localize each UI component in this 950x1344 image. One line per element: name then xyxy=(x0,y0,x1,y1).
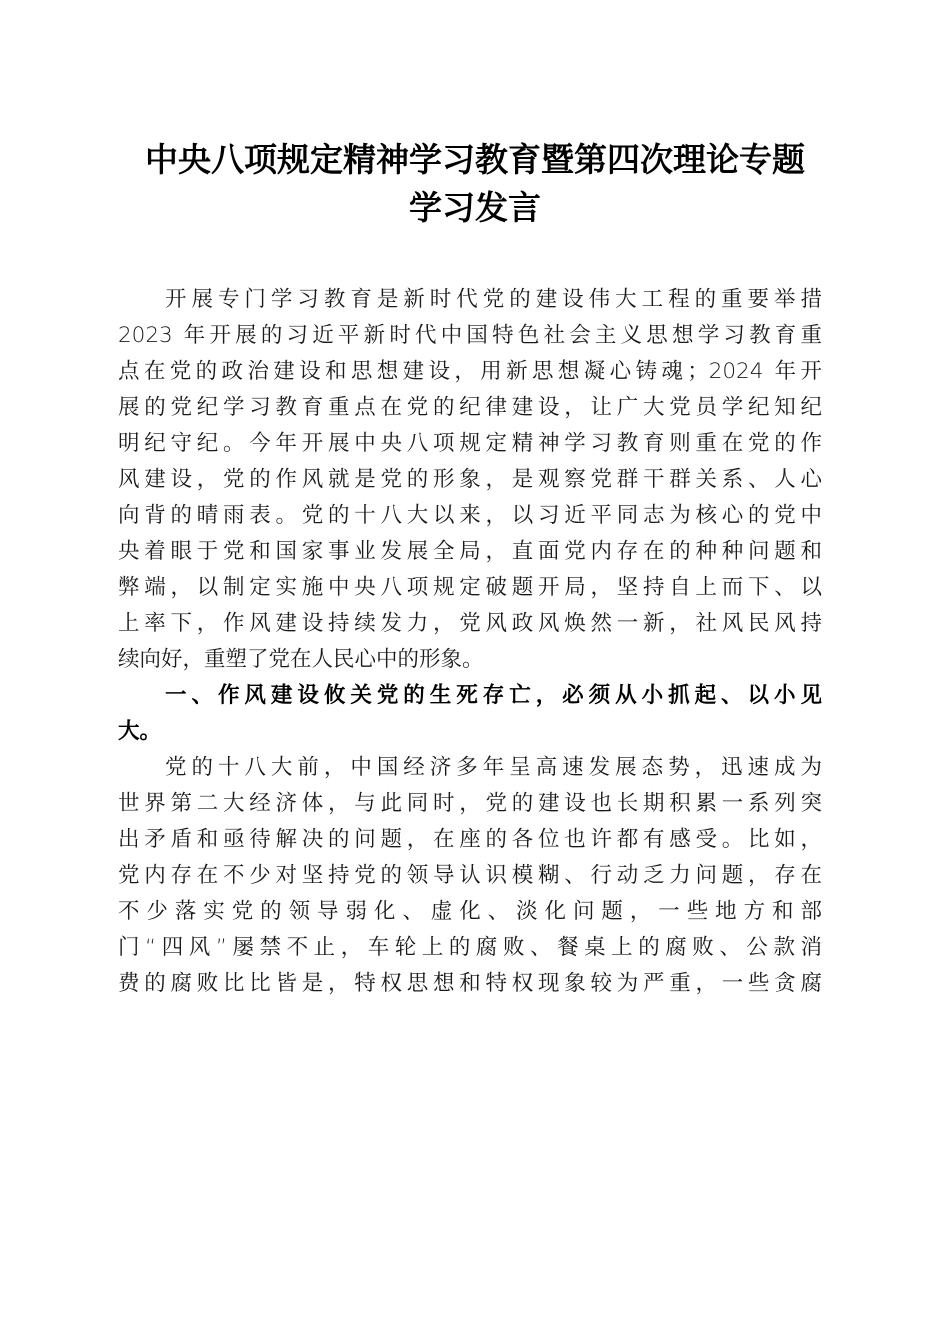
paragraph-line: 费的腐败比比皆是，特权思想和特权现象较为严重，一些贪腐 xyxy=(118,971,822,996)
paragraph-line: 不少落实党的领导弱化、虚化、淡化问题，一些地方和部 xyxy=(118,899,822,924)
paragraph-line: 明纪守纪。今年开展中央八项规定精神学习教育则重在党的作 xyxy=(118,431,822,456)
section-heading-line: 一、作风建设攸关党的生死存亡，必须从小抓起、以小见 xyxy=(165,683,822,708)
paragraph-line: 出矛盾和亟待解决的问题，在座的各位也许都有感受。比如， xyxy=(118,827,822,852)
paragraph-line: 展的党纪学习教育重点在党的纪律建设，让广大党员学纪知纪 xyxy=(118,395,822,420)
paragraph-line: 门“四风”屡禁不止，车轮上的腐败、餐桌上的腐败、公款消 xyxy=(118,935,822,960)
paragraph-line: 上率下，作风建设持续发力，党风政风焕然一新，社风民风持 xyxy=(118,611,822,636)
paragraph-line: 央着眼于党和国家事业发展全局，直面党内存在的种种问题和 xyxy=(118,539,822,564)
paragraph-line: 开展专门学习教育是新时代党的建设伟大工程的重要举措 xyxy=(165,287,822,312)
paragraph-line: 续向好，重塑了党在人民心中的形象。 xyxy=(118,647,484,672)
paragraph-line: 点在党的政治建设和思想建设，用新思想凝心铸魂；2024 年开 xyxy=(118,359,822,384)
paragraph-line: 弊端，以制定实施中央八项规定破题开局，坚持自上而下、以 xyxy=(118,575,822,600)
paragraph-line: 向背的晴雨表。党的十八大以来，以习近平同志为核心的党中 xyxy=(118,503,822,528)
paragraph-line: 2023 年开展的习近平新时代中国特色社会主义思想学习教育重 xyxy=(118,323,822,348)
document-title-line-1: 中央八项规定精神学习教育暨第四次理论专题 xyxy=(145,140,805,179)
paragraph-line: 风建设，党的作风就是党的形象，是观察党群干群关系、人心 xyxy=(118,467,822,492)
section-heading-line: 大。 xyxy=(118,719,162,744)
paragraph-line: 党内存在不少对坚持党的领导认识模糊、行动乏力问题，存在 xyxy=(118,863,822,888)
paragraph-line: 世界第二大经济体，与此同时，党的建设也长期积累一系列突 xyxy=(118,791,822,816)
paragraph-line: 党的十八大前，中国经济多年呈高速发展态势，迅速成为 xyxy=(165,755,822,780)
document-title-line-2: 学习发言 xyxy=(409,188,541,227)
